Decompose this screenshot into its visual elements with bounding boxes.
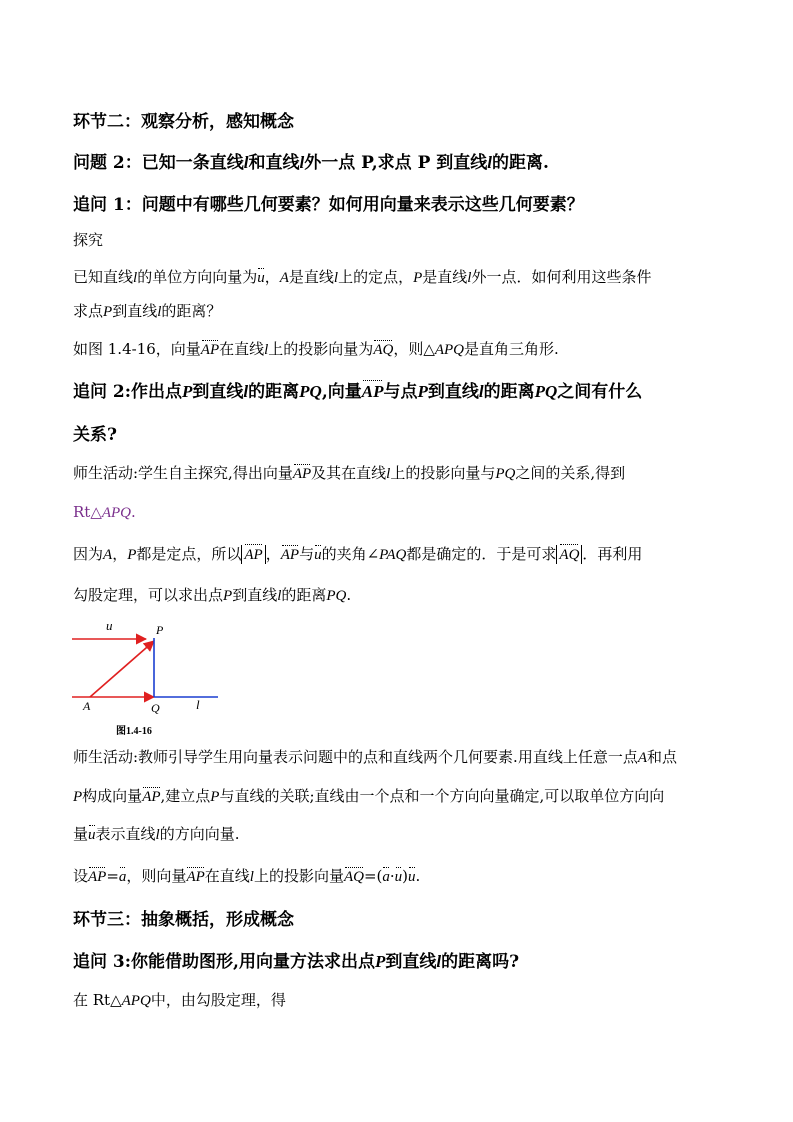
activity-1-line-4: 勾股定理，可以求出点P到直线l的距离PQ. [73, 586, 352, 604]
follow-up-2-line-1: 追问 2:作出点P到直线l的距离PQ,向量AP与点P到直线l的距离PQ之间有什么 [73, 382, 643, 402]
question-2: 问题 2：已知一条直线l和直线l外一点 P,求点 P 到直线l的距离. [73, 153, 549, 173]
activity-2-line-2: P构成向量AP,建立点P与直线的关联;直线由一个点和一个方向向量确定,可以取单位方向向 [73, 787, 665, 805]
label-p: P [156, 623, 164, 637]
section2-title: 环节二：观察分析，感知概念 [73, 112, 294, 132]
label-u: u [106, 618, 113, 633]
figure-1-4-16 [68, 612, 218, 740]
activity-2-line-1: 师生活动:教师引导学生用向量表示问题中的点和直线两个几何要素.用直线上任意一点A和点 [73, 748, 678, 766]
follow-up-2-line-2: 关系? [73, 425, 117, 445]
section3-title: 环节三：抽象概括，形成概念 [73, 910, 294, 930]
activity-1-line-2: Rt△APQ. [73, 503, 136, 521]
explore-text-3: 如图 1.4-16，向量AP在直线l上的投影向量为AQ，则△APQ是直角三角形. [73, 340, 559, 358]
explore-text-2: 求点P到直线l的距离？ [73, 302, 222, 320]
activity-1-line-1: 师生活动:学生自主探究,得出向量AP及其在直线l上的投影向量与PQ之间的关系,得到 [73, 464, 626, 482]
pythagoras-line: 在 Rt△APQ中，由勾股定理，得 [73, 991, 286, 1009]
vector-ap-arrow [90, 641, 154, 697]
label-l: l [196, 697, 200, 712]
follow-up-1: 追问 1：问题中有哪些几何要素？如何用向量来表示这些几何要素？ [73, 195, 584, 215]
follow-up-3: 追问 3:你能借助图形,用向量方法求出点P到直线l的距离吗? [73, 952, 520, 972]
label-q: Q [151, 701, 160, 715]
set-vector-line: 设AP=a，则向量AP在直线l上的投影向量AQ=(a·u)u. [73, 867, 421, 885]
activity-1-line-3: 因为A，P都是定点，所以 AP ，AP与u的夹角∠PAQ都是确定的．于是可求 AQ ．再利用 [73, 545, 643, 563]
figure-caption: 图1.4-16 [116, 726, 152, 737]
activity-2-line-3: 量u表示直线l的方向向量. [73, 825, 240, 843]
explore-label: 探究 [73, 231, 104, 249]
label-a: A [83, 699, 91, 713]
explore-text-1: 已知直线l的单位方向向量为u，A是直线l上的定点，P是直线l外一点．如何利用这些条件 [73, 268, 652, 286]
